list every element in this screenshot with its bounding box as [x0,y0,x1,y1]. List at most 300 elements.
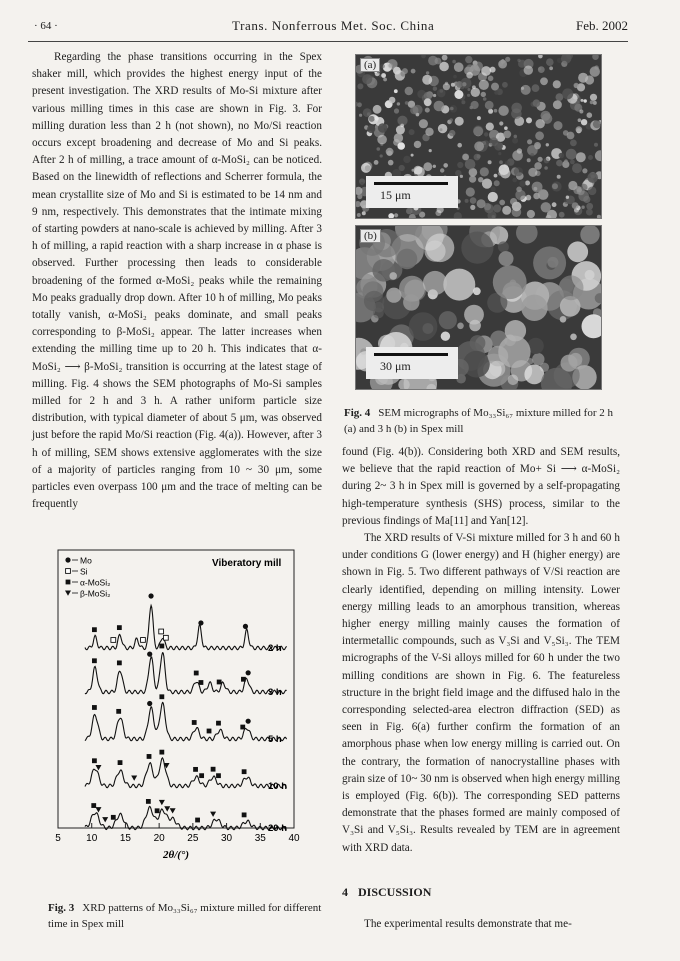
sem-particle [433,94,436,97]
sem-particle [559,153,565,159]
sem-particle [443,163,448,168]
peak-marker [159,644,164,649]
panel-b-label: (b) [360,229,381,243]
sem-particle [493,204,501,212]
sem-particle [377,147,381,151]
sem-particle [594,143,598,147]
peak-marker [195,818,200,823]
figure-4-label: Fig. 4 [344,407,371,419]
peak-marker [194,671,199,676]
peak-marker [147,754,152,759]
sem-particle [552,183,558,189]
chart-legend [65,556,110,599]
figure-4 [355,54,600,390]
sem-particle [524,66,533,75]
issue-date: Feb. 2002 [576,18,628,33]
sem-particle [474,141,484,151]
sem-particle [365,165,371,171]
sem-particle [582,168,587,173]
x-tick-label: 5 [55,833,61,844]
peak-marker [159,629,164,634]
sem-particle [411,154,414,157]
sem-particle [512,150,523,161]
sem-particle [419,119,428,128]
peak-marker [199,773,204,778]
sem-particle [394,133,403,142]
peak-marker [199,680,204,685]
sem-particle [362,211,366,215]
sem-particle [364,291,384,311]
sem-particle [521,295,547,321]
sem-particle [574,83,579,88]
sem-particle [534,162,542,170]
sem-particle [359,114,362,117]
peak-marker [216,773,221,778]
sem-particle [409,129,415,135]
figure-4-caption-text: SEM micrographs of Mo₃₃Si₆₇ mixture milled for 2 h (a) and 3 h (b) in Spex mill [344,407,613,435]
sem-particle [425,128,433,136]
sem-particle [440,168,444,172]
sem-particle [566,196,569,199]
sem-particle [426,71,429,74]
peak-marker [241,677,246,682]
peak-marker [159,694,164,699]
sem-particle [527,139,532,144]
sem-particle [461,100,465,104]
sem-particle [494,91,498,95]
peak-marker [92,627,97,632]
sem-particle [494,109,498,113]
legend-label: Si [80,566,88,577]
sem-particle [587,172,598,183]
sem-particle [386,288,401,303]
peak-marker [243,624,248,629]
sem-particle [502,82,508,88]
figure-3-caption [48,900,328,932]
journal-title: Trans. Nonferrous Met. Soc. China [232,18,435,33]
sem-particle [414,166,423,175]
sem-particle [564,159,568,163]
sem-particle [389,272,397,280]
sem-particle [457,323,464,330]
sem-particle [486,123,494,131]
x-tick-label: 25 [187,833,199,844]
sem-particle [498,152,501,155]
sem-particle [387,59,398,70]
sem-particle [380,64,385,69]
peak-marker [146,799,151,804]
sem-particle [511,108,522,119]
sem-particle [470,335,486,351]
sem-particle [473,287,481,295]
sem-particle [409,312,438,341]
sem-particle [433,165,436,168]
peak-marker [117,660,122,665]
sem-particle [560,316,567,323]
sem-particle [457,143,462,148]
sem-particle [449,118,453,122]
peak-marker [118,760,123,765]
series-20h [85,799,287,834]
sem-particle [527,210,535,218]
x-axis-label: 2θ/(°) [163,849,189,861]
x-tick-label: 40 [288,833,300,844]
sem-particle [505,57,510,62]
xrd-trace [85,653,287,694]
sem-particle [570,140,577,147]
sem-particle [387,151,393,157]
sem-particle [482,179,492,189]
sem-particle [360,182,363,185]
sem-particle [488,192,498,202]
sem-particle [512,178,517,183]
sem-particle [567,241,588,262]
sem-particle [362,74,372,84]
sem-particle [498,60,507,69]
sem-particle [465,199,469,203]
sem-particle [546,58,554,66]
sem-particle [450,107,454,111]
sem-particle [374,116,379,121]
sem-particle [532,84,540,92]
sem-particle [477,116,481,120]
sem-particle [554,121,563,130]
sem-particle [588,155,593,160]
discussion-first-line: The experimental results demonstrate that me- [364,918,572,930]
sem-particle [402,68,408,74]
peak-marker [207,729,212,734]
sem-particle [489,137,498,146]
peak-marker [155,808,160,813]
sem-particle [452,60,456,64]
peak-marker [170,808,176,813]
sem-particle [411,69,416,74]
sem-particle [484,203,491,210]
paragraph-shs: found (Fig. 4(b)). Considering both XRD and SEM results, we believe that the rapid reaction of Mo+ Si ⟶ α-MoSi₂ during 2~ 3 h in Spex mill is governed by a self-propagating high-temperature synthesis (SHS) process, similar to the previous findings of Ma[11] and Yan[12]. [342,446,620,527]
xrd-trace [85,758,287,788]
sem-particle [593,120,601,128]
sem-particle [440,89,444,93]
sem-particle [572,163,582,173]
sem-particle [541,111,551,121]
sem-particle [483,97,487,101]
sem-particle [494,180,500,186]
peak-marker [92,658,97,663]
peak-marker [148,593,153,598]
scale-bar-a [366,176,458,208]
paragraph-xrd-spex: Regarding the phase transitions occurring in the Spex shaker mill, which provides the highest energy input of the present investigation. The XRD results of Mo-Si mixture after various milling times in this case are shown in Fig. 3. For milling duration less than 2 h (not shown), no Mo/Si reaction occurs except broadening and decrease of Mo and Si peaks. After 2 h of milling, a trace amount of α-MoSi₂ can be noticed. Based on the linewidth of reflections and Scherrer formula, the mean crystallite size of Mo and Si is estimated to be 14 nm and 9 nm, respectively. This demonstrates that the intimate mixing of starting powders at nano-scale is achieved by milling. After 3 h of milling, a rapid reaction with a sharp increase in α phase is observed. Further processing then leads to considerable broadening of the formed α-MoSi₂ peaks while the remaining Mo peaks gradually drop down. After 10 h of milling, Mo peaks totally vanish, α-MoSi₂ peaks dominate, and small peaks corresponding to β-MoSi₂ appear. The latter increases when extending the milling time up to 20 h. This indicates that α-MoSi₂ ⟶ β-MoSi₂ transition is occurring at the latest stage of milling. Fig. 4 shows the SEM photographs of Mo-Si samples milled for 2 h and 3 h. A rather uniform particle size distribution, with typical diameter of about 5 μm, was observed just before the rapid Mo/Si reaction (Fig. 4(a)). However, after 3 h of milling, SEM shows extensive agglomerates with the size of a majority of particles ranging from 10 ~ 30 μm, some particles even overpass 100 μm and the trace of melting can be frequently [32,51,322,511]
sem-particle [414,141,421,148]
sem-particle [439,311,457,329]
sem-particle [443,269,475,301]
sem-particle [389,97,396,104]
figure-3-caption-text: XRD patterns of Mo₃₃Si₆₇ mixture milled for different time in Spex mill [48,902,322,930]
x-tick-label: 30 [221,833,233,844]
sem-particle [424,98,432,106]
sem-particle [556,93,564,101]
sem-particle [440,128,443,131]
legend-label: β-MoSi₂ [80,588,111,599]
sem-particle [494,174,498,178]
sem-particle [469,176,476,183]
sem-particle [499,121,503,125]
legend-label: α-MoSi₂ [80,577,111,588]
sem-particle [534,142,541,149]
sem-particle [532,182,543,193]
sem-particle [587,112,593,118]
sem-particle [533,99,541,107]
sem-particle [479,80,489,90]
sem-particle [538,157,543,162]
series-3h [85,644,287,698]
peak-marker [163,635,168,640]
sem-particle [367,125,375,133]
left-column [32,49,322,513]
sem-particle [562,88,573,99]
figure-3-label: Fig. 3 [48,902,75,914]
sem-particle [471,101,479,109]
x-tick-label: 20 [153,833,165,844]
sem-particle [429,149,432,152]
sem-particle [581,99,584,102]
sem-particle [410,106,418,114]
sem-particle [480,167,489,176]
sem-particle [396,125,405,134]
panel-a-label: (a) [360,58,380,72]
sem-particle [489,361,505,377]
sem-particle [579,110,583,114]
peak-marker [217,680,222,685]
sem-particle [470,197,477,204]
sem-particle [535,131,544,140]
section-heading [342,885,431,900]
sem-particle [570,334,577,341]
sem-particle [521,85,531,95]
peak-marker [192,720,197,725]
sem-particle [514,135,518,139]
sem-particle [455,117,464,126]
sem-particle [423,271,447,295]
peak-marker [95,807,101,812]
sem-particle [508,375,519,386]
sem-particle [498,336,530,368]
sem-particle [566,149,577,160]
sem-panel-b [355,225,602,390]
sem-particle [473,62,483,72]
sem-particle [394,108,399,113]
legend-marker [65,591,71,596]
peak-marker [147,701,152,706]
sem-particle [581,119,587,125]
sem-particle [544,158,550,164]
peak-marker [91,803,96,808]
scale-label-a: 15 μm [380,188,411,202]
series-10h [85,750,287,792]
sem-particle [467,94,470,97]
sem-particle [567,132,575,140]
series-5h [85,694,287,745]
sem-particle [586,209,593,216]
sem-particle [388,160,394,166]
sem-particle [397,116,407,126]
sem-particle [590,66,600,76]
sem-particle [470,205,475,210]
xrd-chart [32,540,322,870]
sem-particle [434,101,445,112]
sem-particle [559,275,584,300]
peak-marker [246,670,251,675]
sem-particle [581,184,588,191]
sem-particle [472,85,476,89]
peak-marker [242,812,247,817]
series-2h [85,593,287,654]
sem-particle [428,56,438,66]
sem-particle [488,160,492,164]
sem-particle [572,202,579,209]
sem-particle [422,75,432,85]
series-label: 2 h [268,643,282,654]
sem-particle [586,203,593,210]
sem-particle [583,196,590,203]
sem-particle [466,72,473,79]
sem-particle [584,99,587,102]
xrd-trace [85,703,287,741]
sem-particle [357,83,363,89]
sem-particle [412,169,415,172]
sem-particle [498,241,509,252]
sem-particle [576,126,583,133]
sem-particle [485,101,494,110]
figure-4-caption [344,405,624,437]
sem-particle [405,101,409,105]
sem-particle [467,88,470,91]
sem-particle [590,94,597,101]
sem-particle [499,200,505,206]
peak-marker [111,638,116,643]
sem-particle [405,87,413,95]
sem-particle [570,160,575,165]
legend-marker [66,580,71,585]
peak-marker [159,800,165,805]
sem-particle [504,126,508,130]
sem-particle [499,160,503,164]
sem-particle [426,234,455,263]
peak-marker [211,767,216,772]
sem-particle [454,90,463,99]
page-header [28,18,628,38]
sem-particle [465,56,472,63]
sem-particle [457,162,463,168]
paragraph-v-si: The XRD results of V-Si mixture milled for 3 h and 60 h under conditions G (lower energy) and H (higher energy) are shown in Fig. 5. Two different pathways of V/Si reaction are clearly identified, depending on milling intensity. Lower energy milling leads to an amorphous transition, whereas higher energy milling mainly causes the formation of intermetallic compounds, such as V₃Si and V₅Si₃. The TEM micrographs of the V-Si alloys milled for 60 h under the two milling conditions are shown in Fig. 6. The featureless structure in the bright field image and the diffused halo in the corresponding selected-area electron diffraction (SED) as seen in Fig. 6(a) further confirm the formation of an amorphous phase when low energy milling is carried out. On the contrary, the formation of nanocrystalline phases with grain size of 10~ 30 nm is observed when high energy milling is employed (Fig. 6(b)). The corresponding SED patterns demonstrate that the phases formed are mainly composed of V₃Si and V₅Si₃. Results revealed by TEM are in agreement with XRD data. [342,532,620,854]
sem-particle [516,187,522,193]
series-label: 3 h [268,687,282,698]
sem-particle [512,202,522,212]
sem-particle [453,75,457,79]
sem-particle [381,73,386,78]
x-tick-label: 10 [86,833,98,844]
sem-particle [536,119,545,128]
peak-marker [92,705,97,710]
peak-marker [246,719,251,724]
section-number: 4 [342,885,348,899]
sem-particle [514,167,523,176]
peak-marker [240,725,245,730]
peak-marker [92,758,97,763]
sem-particle [373,105,382,114]
sem-particle [378,123,387,132]
peak-marker [159,750,164,755]
sem-particle [397,249,418,270]
sem-particle [488,76,494,82]
sem-particle [556,160,563,167]
sem-particle [357,213,361,217]
sem-particle [425,108,430,113]
page-number: · 64 · [34,20,58,32]
sem-particle [590,100,594,104]
sem-particle [559,212,565,218]
right-column [342,444,620,857]
sem-particle [461,232,493,264]
sem-particle [438,124,447,133]
peak-marker [242,769,247,774]
sem-particle [588,187,597,196]
sem-particle [547,257,558,268]
sem-particle [493,265,527,299]
sem-particle [357,194,362,199]
sem-particle [423,162,432,171]
sem-particle [498,106,508,116]
sem-particle [538,66,545,73]
sem-panel-a [355,54,602,219]
sem-particle [500,168,510,178]
sem-particle [471,88,480,97]
xrd-trace [85,606,287,650]
sem-particle [484,132,488,136]
sem-particle [546,143,549,146]
series-label: 20 h [268,823,288,834]
sem-particle [473,125,484,136]
sem-particle [377,135,387,145]
sem-particle [481,92,486,97]
peak-marker [111,815,116,820]
peak-marker [102,817,108,822]
sem-particle [553,100,562,109]
sem-particle [578,73,588,83]
sem-particle [549,66,553,70]
scale-bar-b [366,347,458,379]
chart-title: Viberatory mill [212,558,282,569]
peak-marker [141,638,146,643]
scale-bar-line-b [374,353,448,356]
series-label: 10 h [268,781,288,792]
sem-particle [394,213,398,217]
sem-particle [433,87,437,91]
sem-particle [439,62,449,72]
peak-marker [210,812,216,817]
peak-marker [95,765,101,770]
sem-particle [465,159,476,170]
sem-particle [578,118,582,122]
sem-particle [403,294,419,310]
peak-marker [216,721,221,726]
sem-particle [462,154,469,161]
peak-marker [198,620,203,625]
header-rule [28,41,628,42]
sem-particle [526,117,532,123]
scale-label-b: 30 μm [380,359,411,373]
sem-particle [532,353,544,365]
sem-particle [544,166,548,170]
